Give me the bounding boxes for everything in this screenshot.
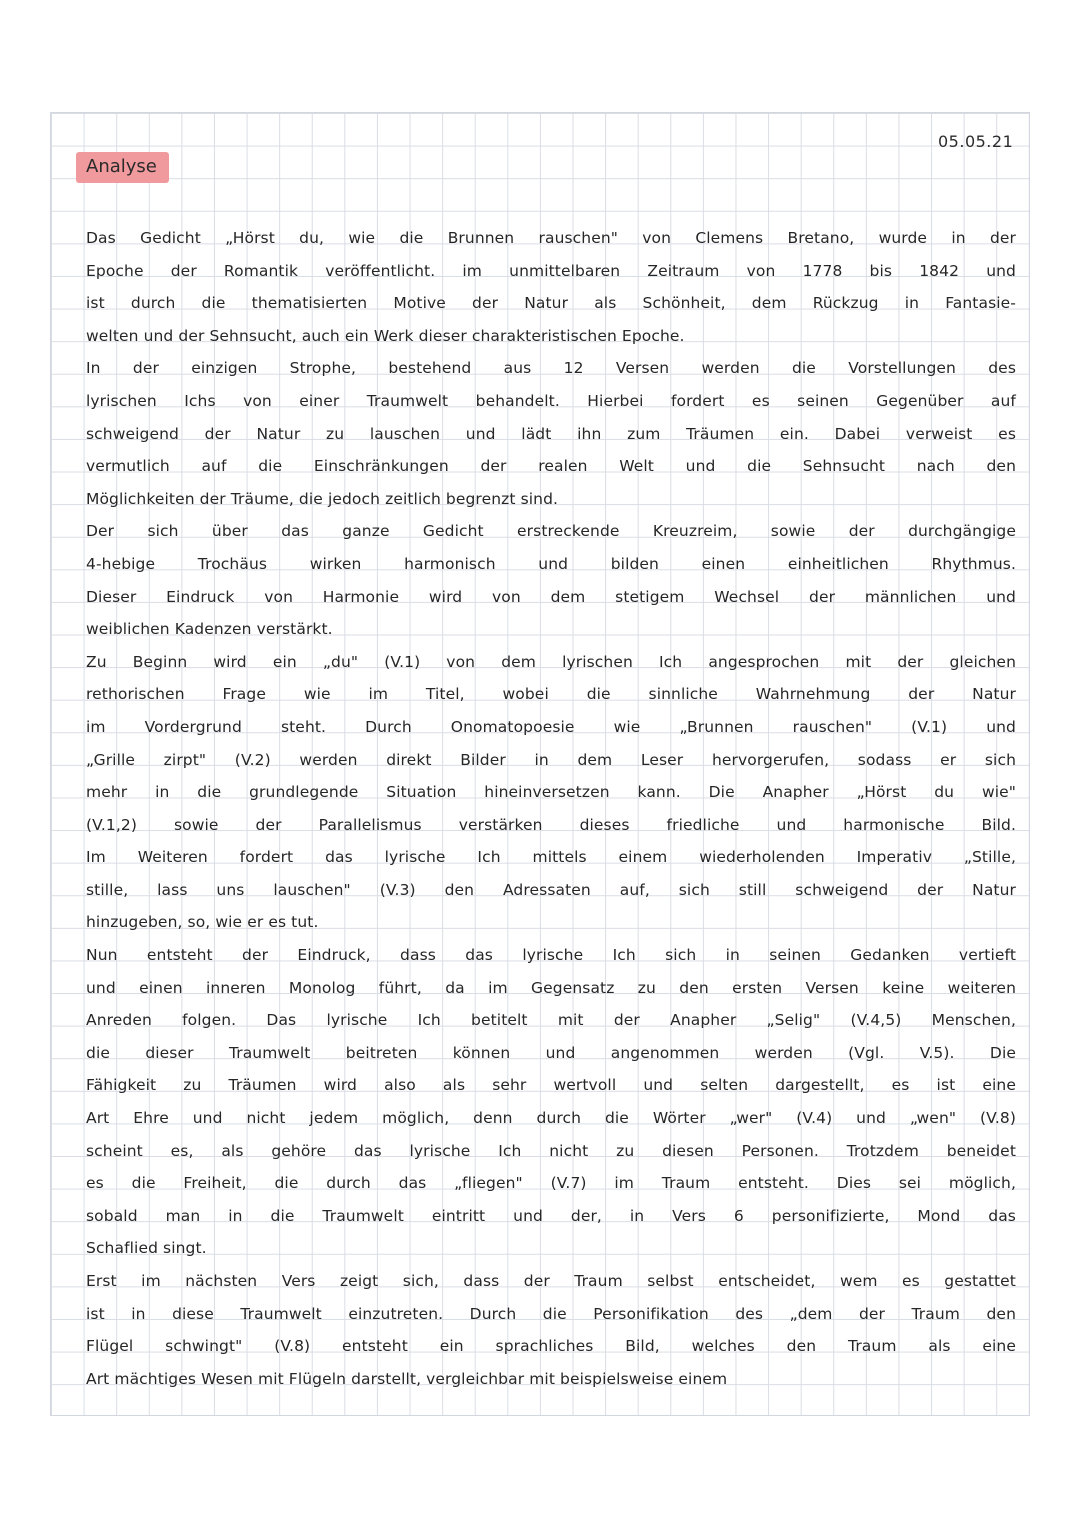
- text-line: sobald man in die Traumwelt eintritt und der, in Vers 6 personifizierte, Mond das: [86, 1206, 1016, 1225]
- text-line: Art Ehre und nicht jedem möglich, denn durch die Wörter „wer" (V.4) und „wen" (V.8): [86, 1109, 1016, 1128]
- text-line: Zu Beginn wird ein „du" (V.1) von dem lyrischen Ich angesprochen mit der gleichen: [86, 652, 1016, 671]
- text-line: „Grille zirpt" (V.2) werden direkt Bilder in dem Leser hervorgerufen, sodass er sich: [86, 750, 1016, 769]
- text-line: Epoche der Romantik veröffentlicht. im unmittelbaren Zeitraum von 1778 bis 1842 und: [86, 261, 1016, 280]
- analysis-text: [86, 222, 1016, 1395]
- text-line: Fähigkeit zu Träumen wird also als sehr wertvoll und selten dargestellt, es ist eine: [86, 1076, 1016, 1095]
- text-line: ist in diese Traumwelt einzutreten. Durch die Personifikation des „dem der Traum den: [86, 1304, 1016, 1323]
- text-line: 4-hebige Trochäus wirken harmonisch und bilden einen einheitlichen Rhythmus.: [86, 554, 1016, 573]
- text-line: mehr in die grundlegende Situation hineinversetzen kann. Die Anapher „Hörst du wie": [86, 783, 1016, 802]
- text-line: hinzugeben, so, wie er es tut.: [86, 913, 319, 932]
- text-line: und einen inneren Monolog führt, da im Gegensatz zu den ersten Versen keine weiteren: [86, 978, 1016, 997]
- text-line: scheint es, als gehöre das lyrische Ich nicht zu diesen Personen. Trotzdem beneidet: [86, 1141, 1016, 1160]
- text-line: lyrischen Ichs von einer Traumwelt behandelt. Hierbei fordert es seinen Gegenüber auf: [86, 391, 1016, 410]
- text-line: rethorischen Frage wie im Titel, wobei die sinnliche Wahrnehmung der Natur: [86, 685, 1016, 704]
- text-line: Der sich über das ganze Gedicht erstreckende Kreuzreim, sowie der durchgängige: [86, 522, 1016, 541]
- text-line: Das Gedicht „Hörst du, wie die Brunnen rauschen" von Clemens Bretano, wurde in der: [86, 229, 1016, 247]
- text-line: In der einzigen Strophe, bestehend aus 12 Versen werden die Vorstellungen des: [86, 359, 1016, 378]
- text-line: Erst im nächsten Vers zeigt sich, dass der Traum selbst entscheidet, wem es gestattet: [86, 1272, 1016, 1290]
- date-label: 05.05.21: [938, 132, 1014, 151]
- text-line: die dieser Traumwelt beitreten können und angenommen werden (Vgl. V.5). Die: [86, 1043, 1016, 1062]
- text-line: weiblichen Kadenzen verstärkt.: [86, 620, 333, 639]
- text-line: Anreden folgen. Das lyrische Ich betitelt mit der Anapher „Selig" (V.4,5) Menschen,: [86, 1011, 1016, 1030]
- text-line: Möglichkeiten der Träume, die jedoch zeitlich begrenzt sind.: [86, 489, 559, 508]
- text-line: vermutlich auf die Einschränkungen der realen Welt und die Sehnsucht nach den: [86, 457, 1016, 476]
- text-line: es die Freiheit, die durch das „fliegen" (V.7) im Traum entsteht. Dies sei möglich,: [86, 1174, 1016, 1193]
- text-line: Flügel schwingt" (V.8) entsteht ein sprachliches Bild, welches den Traum als eine: [86, 1337, 1016, 1356]
- text-line: (V.1,2) sowie der Parallelismus verstärken dieses friedliche und harmonische Bild.: [86, 815, 1016, 834]
- text-line: Dieser Eindruck von Harmonie wird von dem stetigem Wechsel der männlichen und: [86, 587, 1016, 606]
- text-line: im Vordergrund steht. Durch Onomatopoesie wie „Brunnen rauschen" (V.1) und: [86, 717, 1016, 736]
- text-line: welten und der Sehnsucht, auch ein Werk dieser charakteristischen Epoche.: [86, 326, 685, 345]
- text-line: Art mächtiges Wesen mit Flügeln darstellt, vergleichbar mit beispielsweise einem: [86, 1369, 728, 1388]
- text-line: Schaflied singt.: [86, 1239, 207, 1258]
- text-line: Im Weiteren fordert das lyrische Ich mittels einem wiederholenden Imperativ „Stille,: [86, 848, 1016, 867]
- text-line: stille, lass uns lauschen" (V.3) den Adressaten auf, sich still schweigend der Natur: [86, 880, 1016, 899]
- text-line: ist durch die thematisierten Motive der Natur als Schönheit, dem Rückzug in Fantasie-: [86, 294, 1016, 313]
- text-line: schweigend der Natur zu lauschen und lädt ihn zum Träumen ein. Dabei verweist es: [86, 424, 1016, 443]
- heading-analyse: Analyse: [76, 152, 169, 183]
- text-line: Nun entsteht der Eindruck, dass das lyrische Ich sich in seinen Gedanken vertieft: [86, 946, 1016, 965]
